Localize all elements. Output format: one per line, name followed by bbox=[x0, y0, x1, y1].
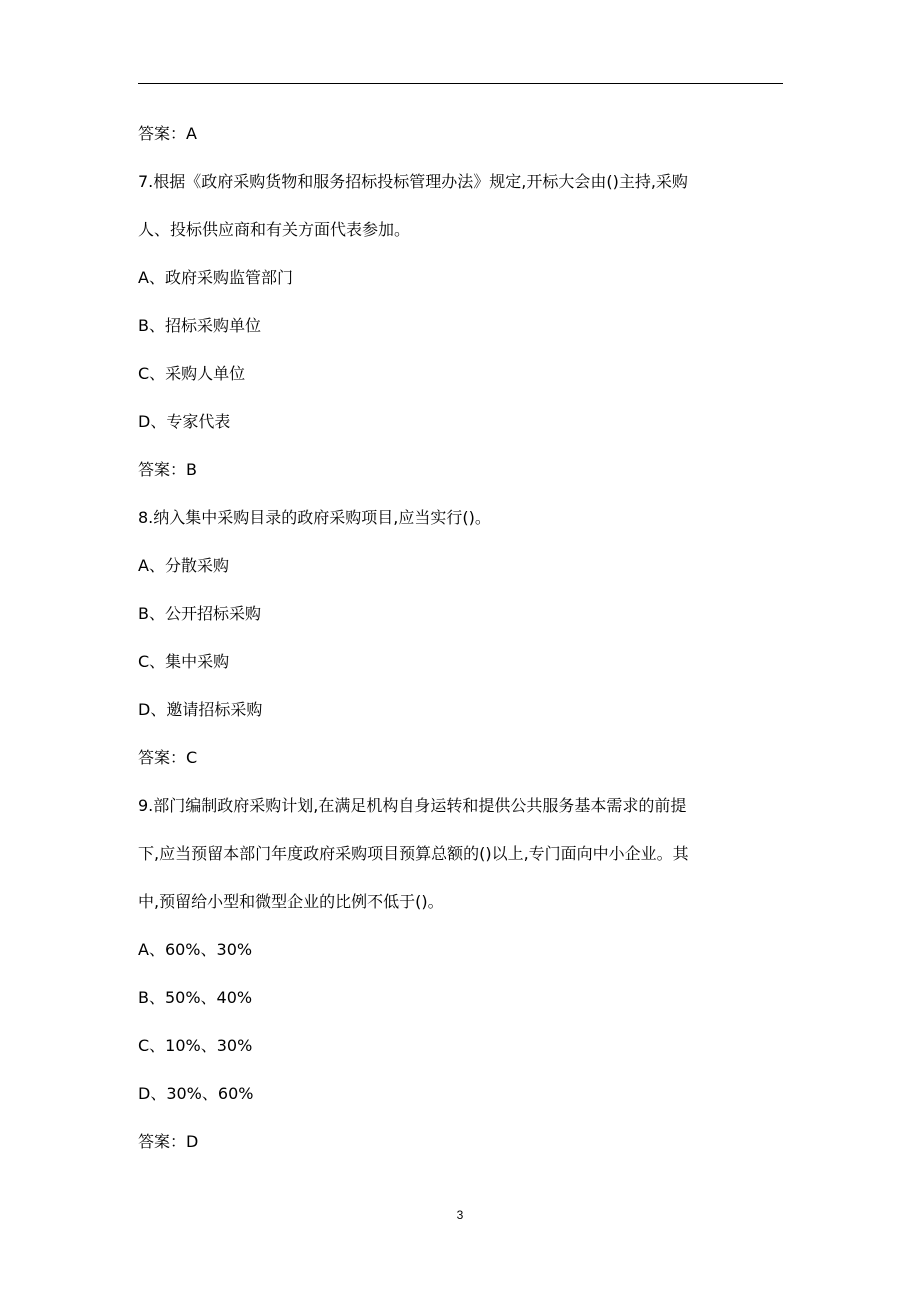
option-d: D、邀请招标采购 bbox=[138, 700, 263, 719]
question-9-text-cont: 中,预留给小型和微型企业的比例不低于()。 bbox=[138, 892, 444, 911]
option-a: A、分散采购 bbox=[138, 556, 229, 575]
option-b: B、50%、40% bbox=[138, 988, 253, 1007]
page-number: 3 bbox=[456, 1208, 464, 1222]
document-body bbox=[138, 120, 788, 1176]
option-b: B、公开招标采购 bbox=[138, 604, 261, 623]
header-rule bbox=[138, 83, 783, 84]
option-a: A、政府采购监管部门 bbox=[138, 268, 293, 287]
option-c: C、集中采购 bbox=[138, 652, 230, 671]
answer-line: 答案：A bbox=[138, 124, 197, 143]
question-8-text: 8.纳入集中采购目录的政府采购项目,应当实行()。 bbox=[138, 508, 491, 527]
answer-line: 答案：C bbox=[138, 748, 198, 767]
option-c: C、10%、30% bbox=[138, 1036, 253, 1055]
question-7-text-cont: 人、投标供应商和有关方面代表参加。 bbox=[138, 220, 411, 239]
answer-line: 答案：B bbox=[138, 460, 197, 479]
answer-line: 答案：D bbox=[138, 1132, 199, 1151]
question-9-text: 9.部门编制政府采购计划,在满足机构自身运转和提供公共服务基本需求的前提 bbox=[138, 796, 687, 815]
question-9-text-cont: 下,应当预留本部门年度政府采购项目预算总额的()以上,专门面向中小企业。其 bbox=[138, 844, 689, 863]
option-d: D、专家代表 bbox=[138, 412, 231, 431]
question-7-text: 7.根据《政府采购货物和服务招标投标管理办法》规定,开标大会由()主持,采购 bbox=[138, 172, 688, 191]
option-b: B、招标采购单位 bbox=[138, 316, 261, 335]
option-d: D、30%、60% bbox=[138, 1084, 254, 1103]
option-c: C、采购人单位 bbox=[138, 364, 246, 383]
option-a: A、60%、30% bbox=[138, 940, 253, 959]
